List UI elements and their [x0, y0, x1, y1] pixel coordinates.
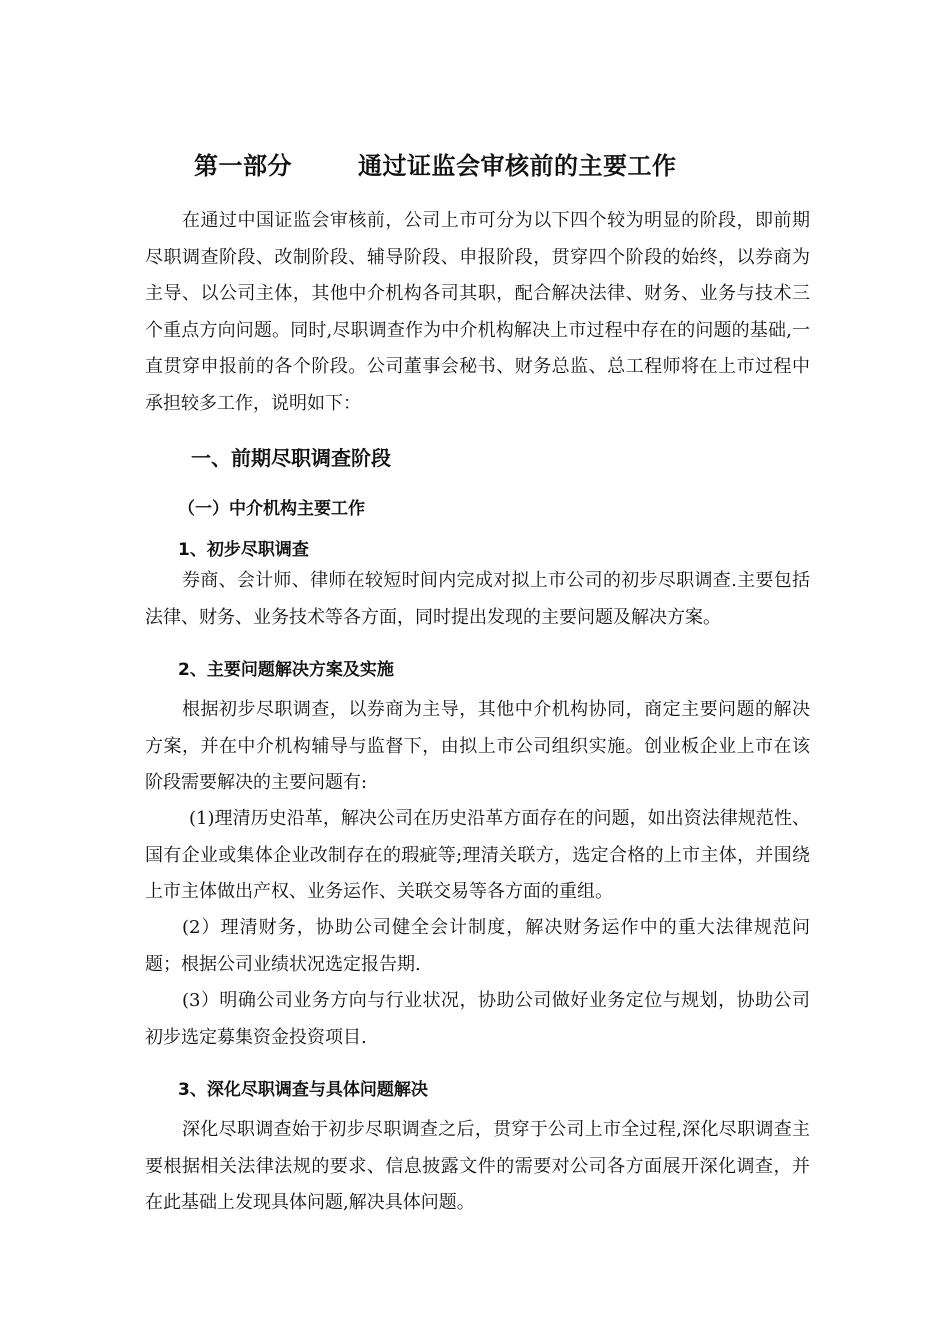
item2-heading: 2、主要问题解决方案及实施 — [178, 660, 394, 680]
item1-heading: 1、初步尽职调查 — [178, 540, 309, 560]
item2-paragraph: 根据初步尽职调查，以券商为主导，其他中介机构协同，商定主要问题的解决方案，并在中介机构辅导与监督下，由拟上市公司组织实施。创业板企业上市在该阶段需要解决的主要问题有: — [145, 699, 810, 793]
item2-point-2: (2）理清财务，协助公司健全会计制度，解决财务运作中的重大法律规范问题；根据公司业绩状况选定报告期. — [145, 917, 810, 975]
section-heading-1: 一、前期尽职调查阶段 — [191, 446, 391, 470]
item1-paragraph: 券商、会计师、律师在较短时间内完成对拟上市公司的初步尽职调查.主要包括法律、财务、业务技术等各方面，同时提出发现的主要问题及解决方案。 — [145, 570, 810, 628]
title-text: 通过证监会审核前的主要工作 — [358, 152, 677, 180]
item2-point-3: (3）明确公司业务方向与行业状况，协助公司做好业务定位与规划，协助公司初步选定募集资金投资项目. — [145, 990, 810, 1048]
item2-point-1: (1)理清历史沿革，解决公司在历史沿革方面存在的问题，如出资法律规范性、国有企业或集体企业改制存在的瑕疵等;理清关联方，选定合格的上市主体，并围绕上市主体做出产权、业务运作、关联交易等各方面的重组。 — [145, 808, 810, 902]
subsection-heading-1: （一）中介机构主要工作 — [178, 499, 365, 519]
item3-paragraph: 深化尽职调查始于初步尽职调查之后，贯穿于公司上市全过程,深化尽职调查主要根据相关法律法规的要求、信息披露文件的需要对公司各方面展开深化调查，并在此基础上发现具体问题,解决具体问题。 — [145, 1119, 810, 1213]
intro-paragraph: 在通过中国证监会审核前，公司上市可分为以下四个较为明显的阶段，即前期尽职调查阶段、改制阶段、辅导阶段、申报阶段，贯穿四个阶段的始终，以券商为主导、以公司主体，其他中介机构各司其职，配合解决法律、财务、业务与技术三个重点方向问题。同时,尽职调查作为中介机构解决上市过程中存在的问题的基础,一直贯穿申报前的各个阶段。公司董事会秘书、财务总监、总工程师将在上市过程中承担较多工作，说明如下： — [145, 210, 810, 414]
title-part: 第一部分 — [194, 152, 292, 180]
page-title — [194, 146, 814, 181]
item3-heading: 3、深化尽职调查与具体问题解决 — [178, 1080, 428, 1100]
